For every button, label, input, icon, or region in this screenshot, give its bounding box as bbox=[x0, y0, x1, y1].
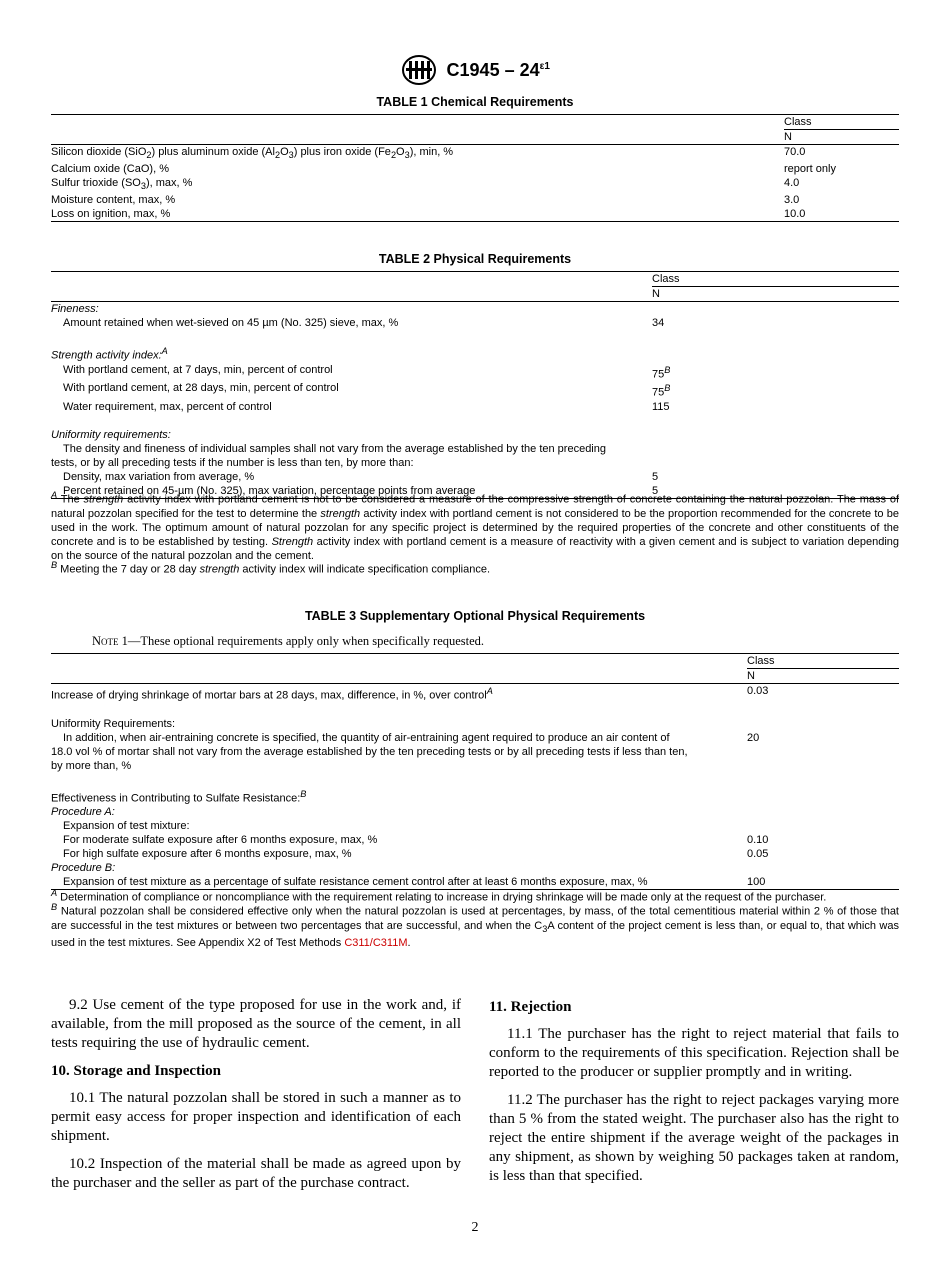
table-row: With portland cement, at 7 days, min, percent of control $75^B$ bbox=[63, 363, 671, 381]
table-row: Silicon dioxide (SiO$_2$) plus aluminum oxide $(Al_2O_3)$ plus iron oxide $(Fe_2O_3)$, min, % 70.0 bbox=[51, 146, 806, 161]
section-11-heading: 11. Rejection bbox=[489, 999, 572, 1015]
paragraph-11-2: 11.2 The purchaser has the right to reject packages varying more than 5 % from the stated weight. The purchaser also has the right to reject the entire shipment if the average weight of the packages in any shipment, as shown by weighing 50 packages taken at random, is less than that specified. bbox=[489, 1092, 899, 1184]
table-row: Loss on ignition, max, % 10.0 bbox=[51, 207, 899, 222]
paragraph-10-2: 10.2 Inspection of the material shall be made as agreed upon by the purchaser and the seller as part of the purchase contract. bbox=[51, 1156, 461, 1191]
table2-title: TABLE 2 Physical Requirements bbox=[378, 252, 572, 266]
c311-link[interactable]: C311/C311M bbox=[344, 936, 408, 949]
table1-title: TABLE 1 Chemical Requirements bbox=[376, 95, 574, 109]
right-column bbox=[489, 996, 899, 1195]
section-10-heading: 10. Storage and Inspection bbox=[51, 1063, 222, 1079]
paragraph-11-1: 11.1 The purchaser has the right to reject material that fails to conform to the requirements of this specification. Rejection shall be reported to the producer or supplier promptly and in writing. bbox=[489, 1026, 899, 1080]
table1-class-label: Class bbox=[784, 115, 899, 130]
astm-logo-icon bbox=[400, 55, 438, 85]
table-row: For high sulfate exposure after 6 months exposure, max, % 0.05 bbox=[63, 848, 769, 861]
table-row: Expansion of test mixture as a percentage of sulfate resistance cement control after at least 6 months exposure, max, % 100 bbox=[51, 875, 899, 890]
left-column bbox=[51, 996, 461, 1202]
edition: ε1 bbox=[539, 60, 550, 72]
table-row: With portland cement, at 28 days, min, percent of control $75^B$ bbox=[63, 382, 671, 399]
table1 bbox=[51, 114, 899, 222]
table-row: For moderate sulfate exposure after 6 months exposure, max, % 0.10 bbox=[63, 834, 769, 847]
table2-footnote-b: $^B$ Meeting the 7 day or 28 day strength activity index will indicate specification compliance. bbox=[51, 560, 491, 576]
table3-title: TABLE 3 Supplementary Optional Physical Requirements bbox=[304, 609, 646, 623]
table-row: Percent retained on 45-µm (No. 325), max variation, percentage points from average 5 bbox=[51, 484, 899, 499]
table3-footnote-a: $^A$ Determination of compliance or noncompliance with the requirement relating to increase in drying shrinkage will be made only at the request of the purchaser. bbox=[51, 888, 827, 904]
table-row: Calcium oxide (CaO), % report only bbox=[51, 163, 836, 176]
table-row: Sulfur trioxide $(SO_3)$, max, % 4.0 bbox=[51, 177, 800, 192]
designation: $C1945 - 24^{\varepsilon 1}$ bbox=[446, 59, 550, 80]
table3-note: Note 1—These optional requirements apply only when specifically requested. bbox=[92, 634, 485, 648]
table-row: In addition, when air-entraining concrete is specified, the quantity of air-entraining agent required to produce an air content of 20 bbox=[63, 731, 760, 744]
table-row: Amount retained when wet-sieved on 45 µm (No. 325) sieve, max, % 34 bbox=[63, 317, 665, 329]
table2: Class N Fineness: Amount retained when wet-sieved on 45 µm (No. 325) sieve, max, % 34 Strength activity index:$^A$ With portland cement, at 7 days, min, percent of control $75^B$ With portland cement, at 28 days, min, percent of control $75^B$ Water requirement, max, percent of control 115 Uniformity requirements: The density and fineness of individual samples shall not vary from the average established by the ten preceding tests, or by all preceding tests if the number is less than ten, by more than: Density, max variation from average, % 5 Percent retained on 45-µm (No. 325), max variation, percentage points from average 5 bbox=[51, 271, 899, 499]
table-row: Water requirement, max, percent of control 115 bbox=[63, 400, 670, 413]
table-row: Moisture content, max, % 3.0 bbox=[51, 194, 800, 207]
table1-class-value: N bbox=[784, 131, 792, 143]
paragraph-10-1: 10.1 The natural pozzolan shall be stored in such a manner as to permit easy access for proper inspection and identification of each shipment. bbox=[51, 1090, 461, 1144]
table2-footnote-a: $^A$ The strength activity index with portland cement is not to be considered a measure of the compressive strength of concrete containing the natural pozzolan. The mass of natural pozzolan specified for the test to determine the strength activity index with portland cement is not considered to be the proportion recommended for the concrete to be used in the work. The optimum amount of natural pozzolan for any specific project is determined by the required properties of the concrete and other constituents of the concrete and is to be established by testing. Strength activity index with portland cement is a measure of reactivity with a given cement and is subject to variation depending on the source of the natural pozzolan and the cement. bbox=[51, 490, 900, 562]
page-number: 2 bbox=[471, 1220, 479, 1235]
paragraph-9-2: 9.2 Use cement of the type proposed for use in the work and, if available, from the mill proposed as the source of the cement, in all tests requiring the use of hydraulic cement. bbox=[51, 997, 461, 1051]
table-row: Increase of drying shrinkage of mortar bars at 28 days, max, difference, in %, over control$^A$ 0.03 bbox=[51, 685, 769, 702]
table-row: Density, max variation from average, % 5 bbox=[63, 470, 659, 483]
table3: Class N Increase of drying shrinkage of mortar bars at 28 days, max, difference, in %, over control$^A$ 0.03 Uniformity Requirements: In addition, when air-entraining concrete is specified, the quantity of air-entraining agent required to produce an air content of 20 18.0 vol % of mortar shall not vary from the average established by the ten preceding tests or by all preceding tests if less than ten, by more than, % Effectiveness in Contributing to Sulfate Resistance:$^B$ Procedure A: Expansion of test mixture: For moderate sulfate exposure after 6 months exposure, max, % 0.10 For high sulfate exposure after 6 months exposure, max, % 0.05 Procedure B: Expansion of test mixture as a percentage of sulfate resistance cement control after at least 6 months exposure, max, % 100 bbox=[51, 653, 899, 890]
table3-footnote-b: $^B$ Natural pozzolan shall be considered effective only when the natural pozzolan is used at percentages, by mass, of the total cementitious material within 2 % of those that are successful in the test mixtures or between two percentages that are successful, and when the $C_3A$ content of the project cement is less than, or equal to, that which was used in the test mixtures. See Appendix X2 of Test Methods C311/C311M. bbox=[51, 902, 899, 949]
page-header bbox=[0, 55, 950, 85]
